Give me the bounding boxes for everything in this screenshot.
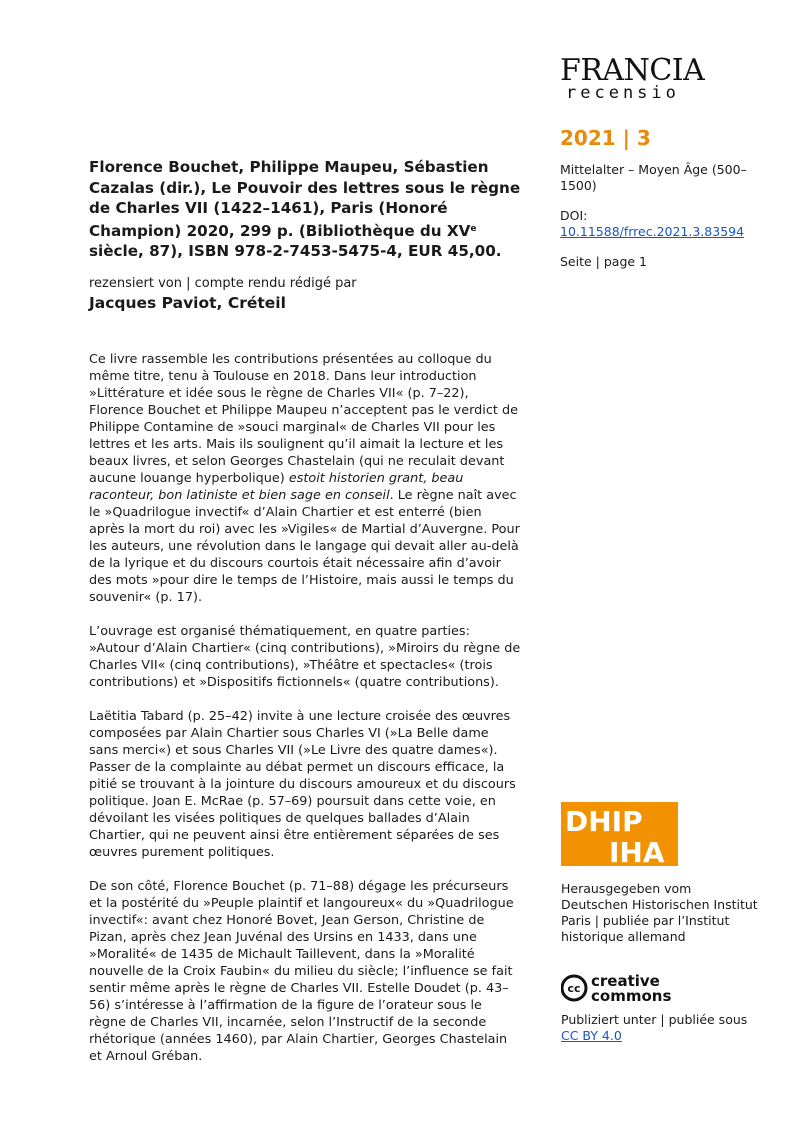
doi-label: DOI: (560, 208, 588, 223)
period-label: Mittelalter – Moyen Âge (500–1500) (560, 162, 747, 193)
license-link[interactable]: CC BY 4.0 (561, 1028, 622, 1043)
doi-link[interactable]: 10.11588/frrec.2021.3.83594 (560, 224, 745, 239)
francia-recensio-logo (560, 53, 720, 103)
paragraph-3: Laëtitia Tabard (p. 25–42) invite à une lecture croisée des œuvres composées par Alain Chartier sous Charles VI (»La Belle dame sans merci«) et sous Charles VII (»Le Livre des quatre dames«). Passer de la complainte au débat permet un discours efficace, la pitié se trouvant à la jointure du discours amoureux et du discours politique. Joan E. McRae (p. 57–69) poursuit dans cette voie, en dévoilant les visées politiques de quelques ballades d’Alain Chartier, qui ne peuvent ainsi être entièrement séparées de ses œuvres purement politiques. (89, 709, 516, 860)
reviewer-intro: rezensiert von | compte rendu rédigé par (89, 276, 357, 291)
cc-mark: cc (567, 982, 581, 995)
paragraph-4: De son côté, Florence Bouchet (p. 71–88) dégage les précurseurs et la postérité du »Peuple plaintif et langoureux« du »Quadrilogue invectif«: avant chez Honoré Bovet, Jean Gerson, Christine de Pizan, après chez Jean Juvénal des Ursins en 1433, dans une »Moralité« de 1435 de Michault Taillevent, dans la »Moralité nouvelle de la Croix Faubin« du milieu du siècle; l’influence se fait sentir même après le règne de Charles VII. Estelle Doudet (p. 43–56) s’intéresse à l’affirmation de la figure de l’orateur sous le règne de Charles VII, incarnée, selon l’Instructif de la seconde rhétorique (années 1460), par Alain Chartier, Georges Chastelain et Arnoul Gréban. (89, 879, 514, 1064)
paragraph-1-a: Ce livre rassemble les contributions présentées au colloque du même titre, tenu à Toulouse en 2018. Dans leur introduction »Littérature et idée sous le règne de Charles VII« (p. 7–22), Florence Bouchet et Philippe Maupeu n’acceptent pas le verdict de Philippe Contamine de »souci marginal« de Charles VII pour les lettres et les arts. Mais ils soulignent qu’il aimait la lecture et les beaux livres, et selon Georges Chastelain (qui ne reculait devant aucune louange hyperbolique) (89, 352, 518, 486)
doi-block (560, 208, 750, 240)
dhi-logo-line1: DHIP (565, 805, 643, 838)
title-part-2: siècle, 87), ISBN 978-2-7453-5475-4, EUR 45,00. (89, 242, 502, 260)
title-superscript: e (470, 223, 477, 234)
logo-main-text: FRANCIA (560, 53, 705, 88)
issue-number: 2021 | 3 (560, 126, 651, 150)
paragraph-1 (89, 351, 521, 606)
logo-sub-text: recensio (566, 83, 680, 103)
dhi-logo-icon (561, 802, 678, 866)
review-body (89, 351, 521, 1082)
paragraph-1-b: . Le règne naît avec le »Quadrilogue invectif« d’Alain Chartier et est enterré (bien après la mort du roi) avec les »Vigiles« de Martial d’Auvergne. Pour les auteurs, une révolution dans le langage qui devait aller au-delà de la lyrique et du discours courtois était nécessaire afin d’avoir des mots »pour dire le temps de l’Histoire, mais aussi le temps du souvenir« (p. 17). (89, 488, 520, 605)
license-text: Publiziert unter | publiée sous (561, 1012, 748, 1027)
sidebar-meta (560, 162, 750, 284)
title-part-1: Florence Bouchet, Philippe Maupeu, Sébastien Cazalas (dir.), Le Pouvoir des lettres sous le règne de Charles VII (1422–1461), Paris (Honoré Champion) 2020, 299 p. (Bibliothèque du XV (89, 158, 521, 240)
publisher-note: Herausgegeben vom Deutschen Historischen Institut Paris | publiée par l’Institut historique allemand (561, 881, 758, 944)
dhi-logo-line2: IHA (609, 836, 665, 866)
creative-commons-icon (561, 972, 681, 1004)
cc-line1: creative (591, 972, 660, 990)
license-block (561, 1012, 761, 1044)
review-title (89, 157, 529, 262)
page-label: Seite | page 1 (560, 254, 647, 269)
cc-line2: commons (591, 987, 672, 1004)
paragraph-2: L’ouvrage est organisé thématiquement, en quatre parties: »Autour d’Alain Chartier« (cinq contributions), »Miroirs du règne de Charles VII« (cinq contributions), »Théâtre et spectacles« (trois contributions) et »Dispositifs fictionnels« (quatre contributions). (89, 624, 521, 690)
paragraph-1-quote: estoit historien grant, beau raconteur, bon latiniste et bien sage en conseil (89, 471, 464, 503)
reviewer-name: Jacques Paviot, Créteil (89, 294, 286, 312)
